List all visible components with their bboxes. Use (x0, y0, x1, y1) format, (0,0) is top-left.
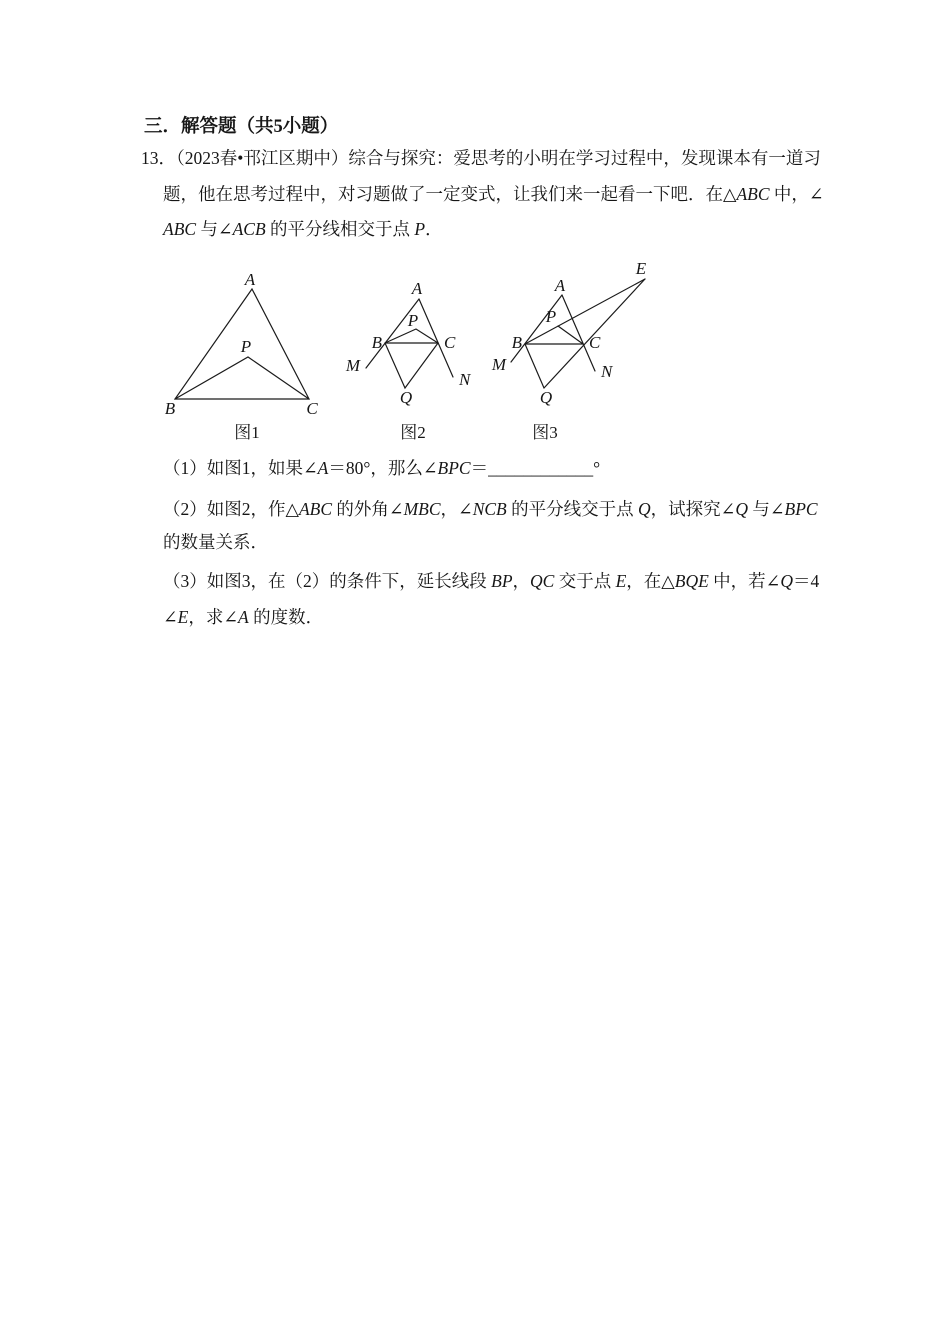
fig1-caption: 图1 (234, 423, 260, 442)
fig1-label-p: P (240, 337, 252, 356)
problem-13-line-3: ABC 与∠ACB 的平分线相交于点 P． (163, 219, 443, 239)
fig1-label-c: C (306, 399, 318, 418)
question-2-line-2: 的数量关系． (163, 532, 268, 552)
fig2-label-m: M (345, 356, 360, 375)
fig2-bisector-lines-bpc (385, 329, 438, 343)
fig2-bisector-lines-bqc (385, 343, 438, 388)
fig3-label-q: Q (539, 388, 553, 407)
figure-2 (345, 279, 472, 442)
question-2-line-1: （2）如图2，作△ABC 的外角∠MBC，∠NCB 的平分线交于点 Q，试探究∠Q 与∠BPC (163, 499, 818, 519)
question-3-line-2: ∠E，求∠A 的度数． (163, 607, 324, 627)
fig3-label-m: M (491, 355, 506, 374)
fig3-segment-bq (525, 344, 544, 388)
fig3-label-b: B (511, 333, 522, 352)
geometry-figures (140, 255, 700, 450)
figure-1 (165, 270, 319, 442)
answer-blank: ____________ (488, 458, 594, 478)
fig3-label-n: N (601, 362, 613, 381)
fig2-label-b: B (371, 333, 382, 352)
fig2-caption: 图2 (400, 423, 426, 442)
fig3-label-p: P (545, 307, 557, 326)
fig3-label-a: A (554, 276, 566, 295)
fig3-caption: 图3 (532, 423, 558, 442)
fig2-label-p: P (407, 311, 419, 330)
fig2-label-q: Q (399, 388, 413, 407)
question-3-line-1: （3）如图3，在（2）的条件下，延长线段 BP，QC 交于点 E，在△BQE 中，若∠Q＝4 (163, 571, 820, 591)
fig2-label-a: A (411, 279, 423, 298)
figure-3 (491, 259, 647, 442)
fig3-line-b-p-e (525, 279, 645, 344)
problem-13-line-2: 题，他在思考过程中，对习题做了一定变式，让我们来一起看一下吧．在△ABC 中，∠ (163, 184, 824, 204)
fig1-label-b: B (164, 399, 176, 418)
fig2-label-c: C (444, 333, 456, 352)
fig1-bisector-lines-bpc (175, 357, 309, 399)
fig3-label-e: E (635, 259, 647, 278)
section-header: 三．解答题（共5小题） (144, 117, 339, 137)
question-1-line: （1）如图1，如果∠A＝80°，那么∠BPC＝____________° (163, 458, 601, 478)
fig2-label-n: N (459, 370, 471, 389)
problem-13-line-1: 13．（2023春•邗江区期中）综合与探究：爱思考的小明在学习过程中，发现课本有一道习 (141, 148, 821, 168)
fig3-label-c: C (589, 333, 601, 352)
fig1-label-a: A (244, 270, 256, 289)
